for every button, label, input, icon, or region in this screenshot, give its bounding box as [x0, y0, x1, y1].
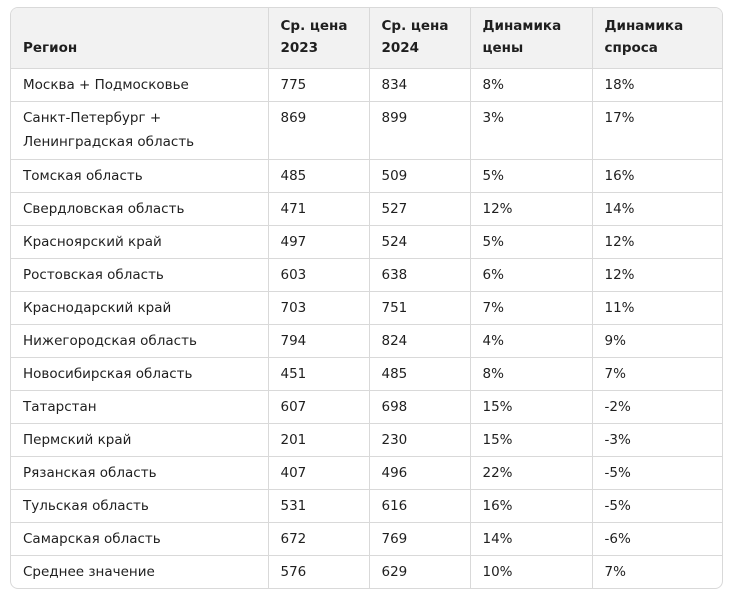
- cell-demand-dynamics: 14%: [592, 193, 722, 226]
- cell-price-2023: 471: [268, 193, 369, 226]
- cell-price-2023: 485: [268, 160, 369, 193]
- cell-price-2023: 775: [268, 69, 369, 102]
- cell-price-2024: 509: [369, 160, 470, 193]
- cell-demand-dynamics: 9%: [592, 325, 722, 358]
- cell-price-dynamics: 5%: [470, 226, 592, 259]
- cell-price-2024: 485: [369, 358, 470, 391]
- cell-price-2024: 751: [369, 292, 470, 325]
- table-header: [11, 8, 722, 69]
- cell-price-2023: 794: [268, 325, 369, 358]
- cell-demand-dynamics: 17%: [592, 102, 722, 160]
- cell-price-dynamics: 8%: [470, 358, 592, 391]
- cell-region: Нижегородская область: [11, 325, 268, 358]
- cell-demand-dynamics: 16%: [592, 160, 722, 193]
- cell-demand-dynamics: -6%: [592, 523, 722, 556]
- table-row: [11, 556, 722, 589]
- cell-price-dynamics: 15%: [470, 424, 592, 457]
- cell-region: Томская область: [11, 160, 268, 193]
- header-price-dynamics: Динамика цены: [470, 8, 592, 69]
- table-row: [11, 292, 722, 325]
- cell-price-2023: 576: [268, 556, 369, 589]
- cell-demand-dynamics: -5%: [592, 457, 722, 490]
- table-row: [11, 391, 722, 424]
- cell-region: Татарстан: [11, 391, 268, 424]
- header-region: Регион: [11, 8, 268, 69]
- cell-region: Ростовская область: [11, 259, 268, 292]
- table-row: [11, 325, 722, 358]
- cell-price-dynamics: 7%: [470, 292, 592, 325]
- region-price-table-container: [10, 7, 723, 589]
- cell-price-2023: 607: [268, 391, 369, 424]
- cell-region: Среднее значение: [11, 556, 268, 589]
- cell-region: Красноярский край: [11, 226, 268, 259]
- cell-price-2024: 899: [369, 102, 470, 160]
- table-row: [11, 424, 722, 457]
- table-row: [11, 358, 722, 391]
- cell-price-2023: 407: [268, 457, 369, 490]
- cell-price-2023: 531: [268, 490, 369, 523]
- table-row: [11, 226, 722, 259]
- table-row: [11, 69, 722, 102]
- cell-price-2023: 603: [268, 259, 369, 292]
- cell-price-2023: 869: [268, 102, 369, 160]
- table-row: [11, 259, 722, 292]
- cell-price-2023: 672: [268, 523, 369, 556]
- table-row: [11, 490, 722, 523]
- cell-price-2024: 638: [369, 259, 470, 292]
- cell-demand-dynamics: 12%: [592, 226, 722, 259]
- cell-price-dynamics: 16%: [470, 490, 592, 523]
- cell-price-dynamics: 5%: [470, 160, 592, 193]
- cell-region: Свердловская область: [11, 193, 268, 226]
- cell-region: Краснодарский край: [11, 292, 268, 325]
- region-price-table: [11, 8, 722, 588]
- cell-region: Рязанская область: [11, 457, 268, 490]
- header-demand-dynamics: Динамика спроса: [592, 8, 722, 69]
- table-row: [11, 160, 722, 193]
- cell-price-dynamics: 4%: [470, 325, 592, 358]
- cell-region: Тульская область: [11, 490, 268, 523]
- cell-price-2024: 834: [369, 69, 470, 102]
- cell-demand-dynamics: -3%: [592, 424, 722, 457]
- table-row: [11, 193, 722, 226]
- table-row: [11, 523, 722, 556]
- cell-demand-dynamics: -5%: [592, 490, 722, 523]
- cell-price-2024: 524: [369, 226, 470, 259]
- cell-demand-dynamics: 7%: [604, 564, 626, 580]
- cell-region: Самарская область: [11, 523, 268, 556]
- cell-demand-dynamics: -2%: [592, 391, 722, 424]
- header-price-2024: Ср. цена 2024: [369, 8, 470, 69]
- cell-price-dynamics: 14%: [470, 523, 592, 556]
- header-row: [11, 8, 722, 69]
- cell-price-dynamics: 8%: [470, 69, 592, 102]
- cell-price-dynamics: 6%: [470, 259, 592, 292]
- header-price-2023: Ср. цена 2023: [268, 8, 369, 69]
- cell-demand-dynamics: 18%: [592, 69, 722, 102]
- cell-price-dynamics: 12%: [470, 193, 592, 226]
- cell-price-2024: 496: [369, 457, 470, 490]
- cell-price-dynamics: 3%: [470, 102, 592, 160]
- cell-price-2024: 527: [369, 193, 470, 226]
- cell-price-2023: 703: [268, 292, 369, 325]
- table-body: [11, 69, 722, 589]
- cell-price-2024: 824: [369, 325, 470, 358]
- cell-demand-dynamics: 7%: [592, 358, 722, 391]
- cell-price-dynamics: 10%: [470, 556, 592, 589]
- cell-demand-dynamics: 12%: [592, 259, 722, 292]
- cell-price-2023: 497: [268, 226, 369, 259]
- cell-price-2024: 629: [369, 556, 470, 589]
- cell-price-2024: 769: [369, 523, 470, 556]
- cell-price-2023: 201: [268, 424, 369, 457]
- cell-region: Санкт-Петербург + Ленинградская область: [11, 102, 268, 160]
- cell-price-2023: 451: [268, 358, 369, 391]
- cell-region: Пермский край: [11, 424, 268, 457]
- cell-price-dynamics: 15%: [470, 391, 592, 424]
- cell-price-2024: 230: [369, 424, 470, 457]
- cell-price-2024: 698: [369, 391, 470, 424]
- table-row: [11, 102, 722, 160]
- cell-region: Новосибирская область: [11, 358, 268, 391]
- table-row: [11, 457, 722, 490]
- cell-price-2024: 616: [369, 490, 470, 523]
- cell-demand-dynamics: 11%: [592, 292, 722, 325]
- cell-price-dynamics: 22%: [470, 457, 592, 490]
- cell-region: Москва + Подмосковье: [11, 69, 268, 102]
